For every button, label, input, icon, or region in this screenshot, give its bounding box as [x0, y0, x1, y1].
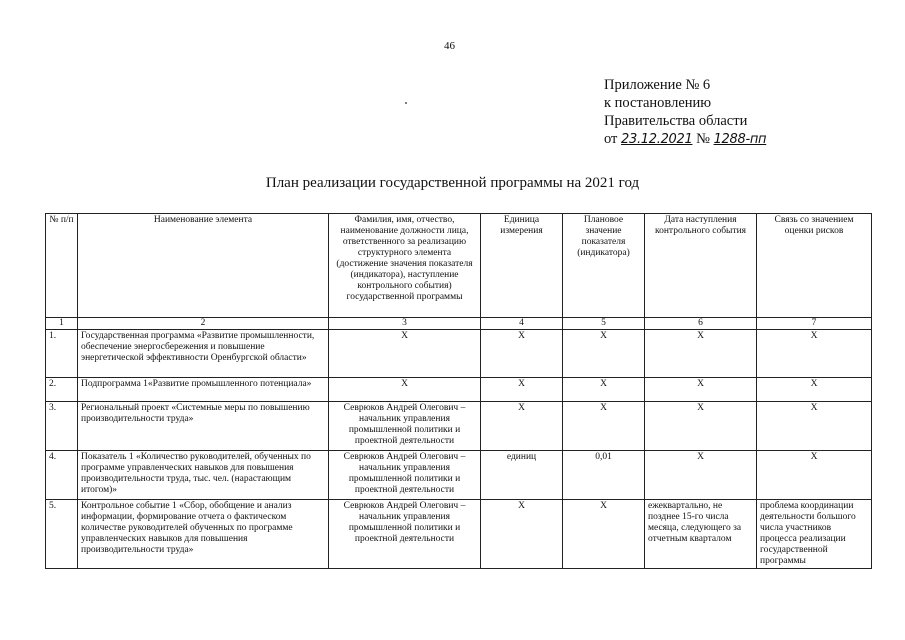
plan-table — [45, 213, 872, 569]
unit: X — [481, 500, 563, 569]
appendix-line-1: Приложение № 6 — [604, 77, 711, 93]
row-number: 1. — [46, 330, 78, 378]
element-name: Контрольное событие 1 «Сбор, обобщение и анализ информации, формирование отчета о фактическом количестве руководителей обученных по программе управленческих навыков для повышения производительности труда» — [78, 500, 329, 569]
column-number-row — [46, 318, 872, 330]
unit: X — [481, 378, 563, 402]
row-number: 3. — [46, 402, 78, 451]
header-cell: Дата наступления контрольного события — [645, 214, 757, 318]
unit: X — [481, 402, 563, 451]
unit: единиц — [481, 451, 563, 500]
number-prefix: № — [696, 131, 710, 147]
control-date: X — [645, 330, 757, 378]
risk-link: проблема координации деятельности большого числа участников процесса реализации государственной программы — [757, 500, 872, 569]
plan-value: X — [563, 402, 645, 451]
appendix-date-line — [604, 130, 766, 149]
table-row — [46, 451, 872, 500]
risk-link: X — [757, 378, 872, 402]
column-number: 3 — [329, 318, 481, 330]
appendix-line-3: Правительства области — [604, 113, 748, 129]
plan-value: X — [563, 500, 645, 569]
appendix-block — [604, 76, 766, 149]
plan-value: 0,01 — [563, 451, 645, 500]
plan-value: X — [563, 378, 645, 402]
control-date: X — [645, 451, 757, 500]
table-row — [46, 402, 872, 451]
control-date: X — [645, 402, 757, 451]
column-number: 5 — [563, 318, 645, 330]
appendix-line-2: к постановлению — [604, 95, 712, 111]
element-name: Государственная программа «Развитие промышленности, обеспечение энергосбережения и повышение энергетической эффективности Оренбургской области» — [78, 330, 329, 378]
page-number: 46 — [444, 40, 455, 52]
scan-speck — [405, 102, 407, 104]
column-number: 1 — [46, 318, 78, 330]
table-row — [46, 378, 872, 402]
column-number: 6 — [645, 318, 757, 330]
risk-link: X — [757, 402, 872, 451]
responsible-person: Севрюков Андрей Олегович – начальник управления промышленной политики и проектной деятельности — [329, 500, 481, 569]
element-name: Подпрограмма 1«Развитие промышленного потенциала» — [78, 378, 329, 402]
responsible-person: Севрюков Андрей Олегович – начальник управления промышленной политики и проектной деятельности — [329, 402, 481, 451]
date-prefix: от — [604, 131, 618, 147]
header-cell: Единица измерения — [481, 214, 563, 318]
element-name: Региональный проект «Системные меры по повышению производительности труда» — [78, 402, 329, 451]
row-number: 5. — [46, 500, 78, 569]
header-row — [46, 214, 872, 318]
control-date: ежеквартально, не позднее 15-го числа месяца, следующего за отчетным кварталом — [645, 500, 757, 569]
responsible-person: X — [329, 378, 481, 402]
handwritten-date: 23.12.2021 — [621, 132, 693, 147]
header-cell: Фамилия, имя, отчество, наименование должности лица, ответственного за реализацию структурного элемента (достижение значения показателя (индикатора), наступление контрольного события) государственной программы — [329, 214, 481, 318]
control-date: X — [645, 378, 757, 402]
risk-link: X — [757, 451, 872, 500]
risk-link: X — [757, 330, 872, 378]
handwritten-number: 1288-пп — [713, 132, 767, 147]
column-number: 2 — [78, 318, 329, 330]
table-row — [46, 330, 872, 378]
document-title: План реализации государственной программы на 2021 год — [265, 175, 640, 191]
table-row — [46, 500, 872, 569]
unit: X — [481, 330, 563, 378]
header-cell: Связь со значением оценки рисков — [757, 214, 872, 318]
header-cell: № п/п — [46, 214, 78, 318]
responsible-person: X — [329, 330, 481, 378]
plan-value: X — [563, 330, 645, 378]
column-number: 7 — [757, 318, 872, 330]
column-number: 4 — [481, 318, 563, 330]
row-number: 4. — [46, 451, 78, 500]
responsible-person: Севрюков Андрей Олегович – начальник управления промышленной политики и проектной деятельности — [329, 451, 481, 500]
header-cell: Плановое значение показателя (индикатора) — [563, 214, 645, 318]
row-number: 2. — [46, 378, 78, 402]
element-name: Показатель 1 «Количество руководителей, обученных по программе управленческих навыков для повышения производительности труда, тыс. чел. (нарастающим итогом)» — [78, 451, 329, 500]
header-cell: Наименование элемента — [78, 214, 329, 318]
